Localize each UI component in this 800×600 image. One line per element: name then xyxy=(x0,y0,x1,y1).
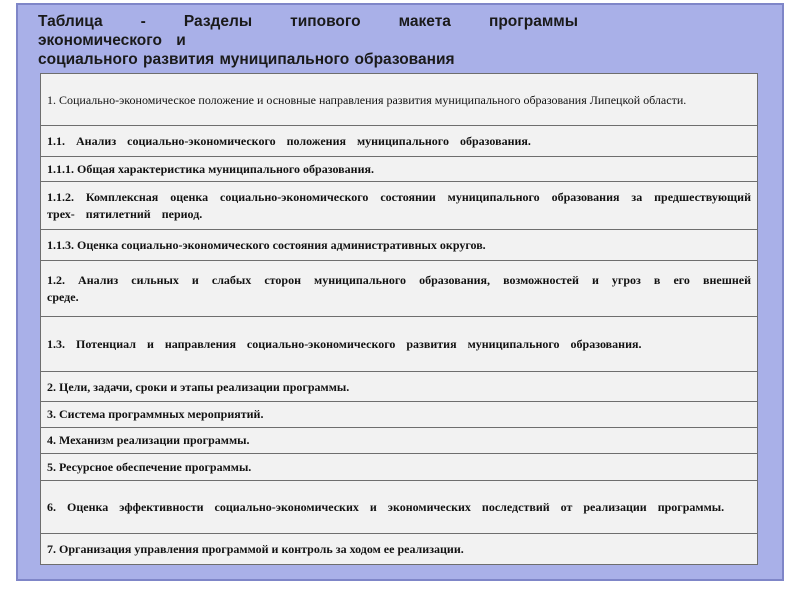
table-row xyxy=(41,74,757,126)
table-row xyxy=(41,534,757,564)
table-row xyxy=(41,481,757,533)
table-row xyxy=(41,261,757,316)
table-row xyxy=(41,428,757,454)
table-row xyxy=(41,372,757,401)
table-cell: 3. Система программных мероприятий. xyxy=(41,402,757,428)
table-cell: 1.1.3. Оценка социально-экономического состояния административных округов. xyxy=(41,230,757,261)
title-line-1: Таблица - Разделы типового макета программы xyxy=(38,13,578,30)
title-line-2: экономического и xyxy=(38,32,186,49)
table-cell: 1.2. Анализ сильных и слабых сторон муниципального образования, возможностей и угроз в его внешней среде. xyxy=(41,261,757,316)
table-cell: 1.1. Анализ социально-экономического положения муниципального образования. xyxy=(41,126,757,156)
slide-title xyxy=(38,12,578,69)
table-row xyxy=(41,157,757,182)
table-row xyxy=(41,126,757,156)
table-row xyxy=(41,182,757,230)
table-cell: 1.1.2. Комплексная оценка социально-экономического состоянии муниципального образования за предшествующий трех- пятилетний период. xyxy=(41,182,757,230)
table-cell: 2. Цели, задачи, сроки и этапы реализации программы. xyxy=(41,372,757,401)
table-cell: 1.1.1. Общая характеристика муниципального образования. xyxy=(41,157,757,182)
table-cell: 4. Механизм реализации программы. xyxy=(41,428,757,454)
table-row xyxy=(41,230,757,261)
table-cell: 1. Социально-экономическое положение и основные направления развития муниципального образования Липецкой области. xyxy=(41,74,757,126)
table-cell: 5. Ресурсное обеспечение программы. xyxy=(41,454,757,481)
table-row xyxy=(41,454,757,481)
sections-table-container xyxy=(40,73,758,565)
table-row xyxy=(41,402,757,428)
table-row xyxy=(41,317,757,372)
sections-table xyxy=(40,73,758,565)
table-cell: 6. Оценка эффективности социально-экономических и экономических последствий от реализации программы. xyxy=(41,481,757,533)
table-cell: 1.3. Потенциал и направления социально-экономического развития муниципального образования. xyxy=(41,317,757,372)
title-line-3: социального развития муниципального образования xyxy=(38,51,455,68)
table-cell: 7. Организация управления программой и контроль за ходом ее реализации. xyxy=(41,534,757,564)
